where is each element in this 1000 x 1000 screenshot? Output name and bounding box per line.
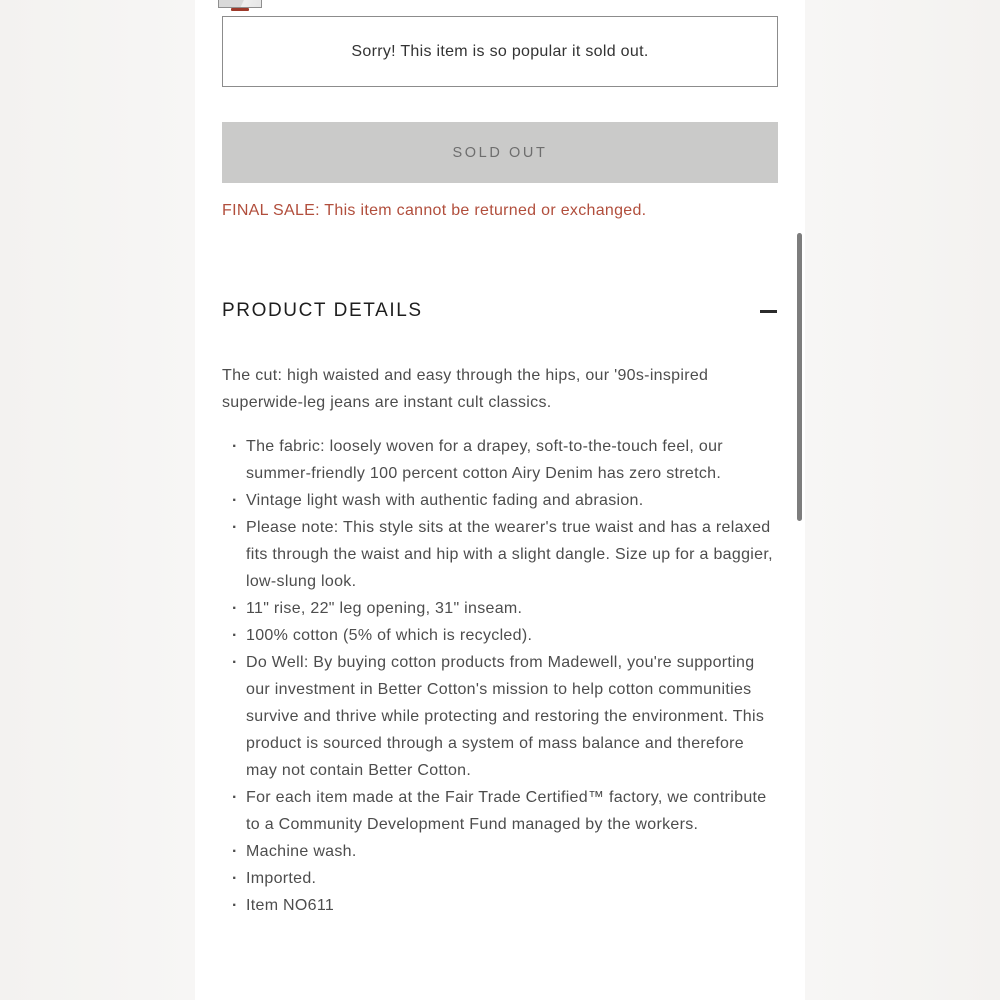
- product-details-bullet: · Please note: This style sits at the wearer's true waist and has a relaxed fits through the waist and hip with a slight dangle. Size up for a baggier, low-slung look.: [222, 514, 778, 595]
- sold-out-button[interactable]: [222, 122, 778, 183]
- color-swatch-thumbnail[interactable]: [218, 0, 262, 8]
- sold-out-notice-text: Sorry! This item is so popular it sold out.: [351, 42, 649, 60]
- sold-out-notice: [222, 16, 778, 87]
- product-details-accordion-header[interactable]: [222, 298, 778, 324]
- product-details-bullet: · The fabric: loosely woven for a drapey, soft-to-the-touch feel, our summer-friendly 100 percent cotton Airy Denim has zero stretch.: [222, 433, 778, 487]
- scrollbar-thumb[interactable]: [797, 233, 802, 521]
- product-details-bullet: · 100% cotton (5% of which is recycled).: [222, 622, 778, 649]
- product-details-intro: The cut: high waisted and easy through the hips, our '90s-inspired superwide-leg jeans are instant cult classics.: [222, 367, 709, 411]
- product-details-bullet: · For each item made at the Fair Trade Certified™ factory, we contribute to a Community Development Fund managed by the workers.: [222, 784, 778, 838]
- product-details-bullet: · Vintage light wash with authentic fading and abrasion.: [222, 487, 778, 514]
- selected-swatch-underline: [231, 8, 249, 11]
- product-details-bullet: · Item NO611: [222, 892, 778, 919]
- product-details-bullet: · Do Well: By buying cotton products from Madewell, you're supporting our investment in Better Cotton's mission to help cotton communities survive and thrive while protecting and restoring the environment. This product is sourced through a system of mass balance and therefore may not contain Better Cotton.: [222, 649, 778, 784]
- product-info-panel: [195, 0, 805, 1000]
- collapse-minus-icon[interactable]: [760, 310, 777, 313]
- product-details-bullet-list: [222, 433, 778, 919]
- product-details-bullet: · 11" rise, 22" leg opening, 31" inseam.: [222, 595, 778, 622]
- sold-out-button-label: SOLD OUT: [452, 144, 548, 161]
- product-details-bullet: · Imported.: [222, 865, 778, 892]
- swatch-strip: [222, 0, 778, 13]
- final-sale-message: FINAL SALE: This item cannot be returned or exchanged.: [222, 202, 647, 219]
- product-details-title: PRODUCT DETAILS: [222, 300, 423, 321]
- product-details-bullet: · Machine wash.: [222, 838, 778, 865]
